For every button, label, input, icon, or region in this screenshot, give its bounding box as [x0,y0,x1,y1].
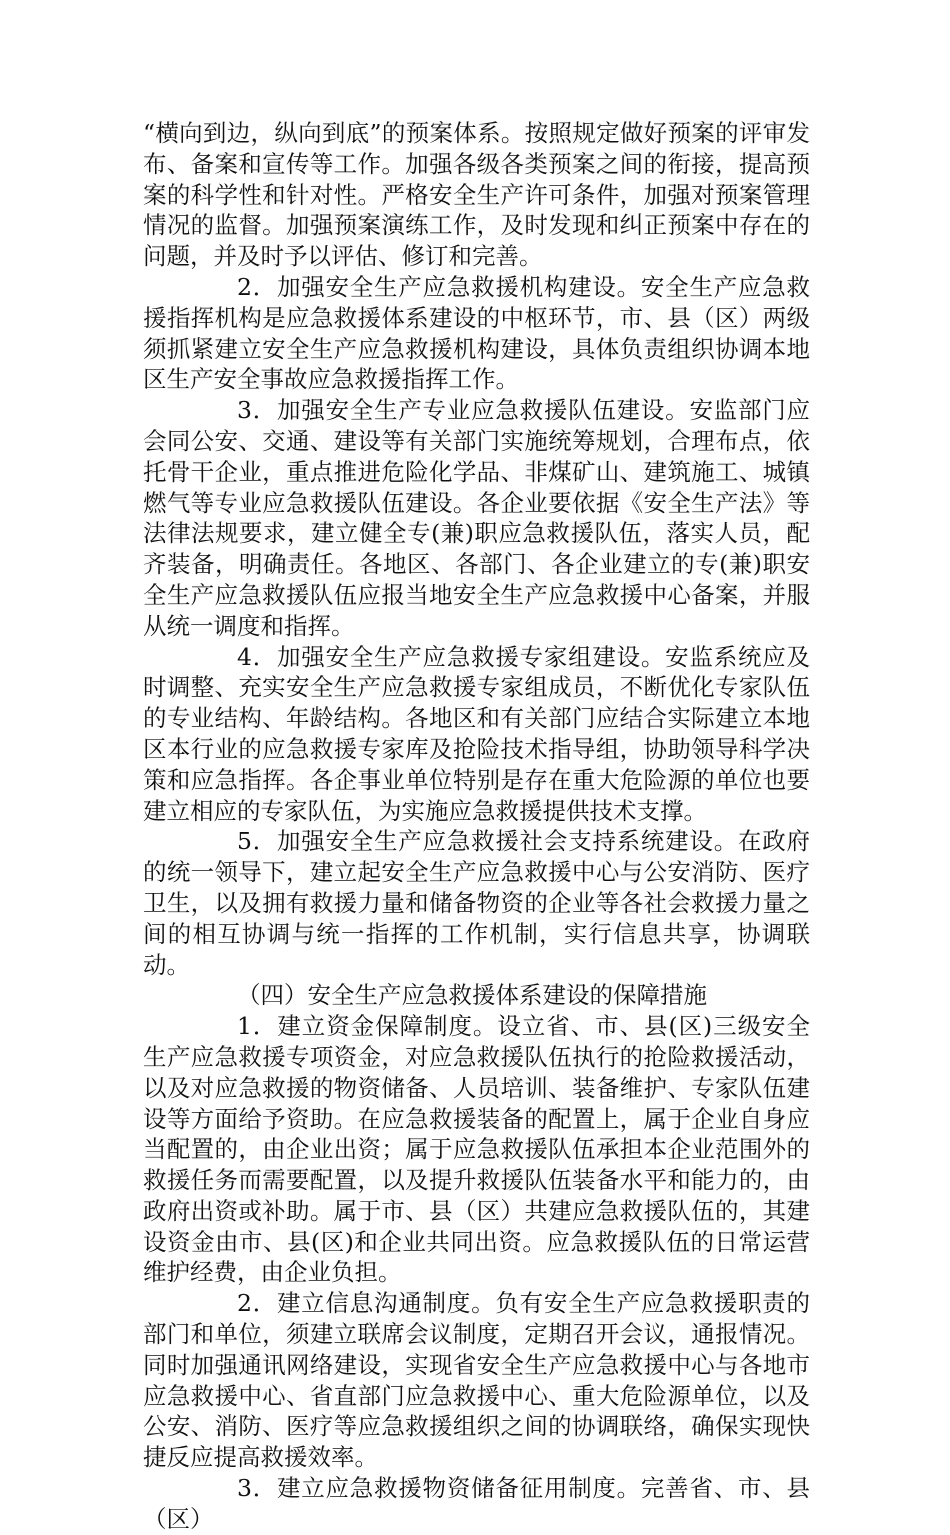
paragraph-item-2-agency: 2．加强安全生产应急救援机构建设。安全生产应急救援指挥机构是应急救援体系建设的中枢环节，市、县（区）两级须抓紧建立安全生产应急救援机构建设，具体负责组织协调本地区生产安全事故应急救援指挥工作。 [143,272,810,394]
paragraph-preface-continuation: “横向到边，纵向到底”的预案体系。按照规定做好预案的评审发布、备案和宣传等工作。加强各级各类预案之间的衔接，提高预案的科学性和针对性。严格安全生产许可条件，加强对预案管理情况的监督。加强预案演练工作，及时发现和纠正预案中存在的问题，并及时予以评估、修订和完善。 [143,119,810,271]
paragraph-item-4-experts: 4．加强安全生产应急救援专家组建设。安监系统应及时调整、充实安全生产应急救援专家组成员，不断优化专家队伍的专业结构、年龄结构。各地区和有关部门应结合实际建立本地区本行业的应急救援专家库及抢险技术指导组，协助领导科学决策和应急指挥。各企事业单位特别是存在重大危险源的单位也要建立相应的专家队伍，为实施应急救援提供技术支撑。 [143,642,810,825]
paragraph-item-5-social-support: 5．加强安全生产应急救援社会支持系统建设。在政府的统一领导下，建立起安全生产应急救援中心与公安消防、医疗卫生，以及拥有救援力量和储备物资的企业等各社会救援力量之间的相互协调与统一指挥的工作机制，实行信息共享，协调联动。 [143,827,810,979]
paragraph-item-3-teams: 3．加强安全生产专业应急救援队伍建设。安监部门应会同公安、交通、建设等有关部门实施统筹规划，合理布点，依托骨干企业，重点推进危险化学品、非煤矿山、建筑施工、城镇燃气等专业应急救援队伍建设。各企业要依据《安全生产法》等法律法规要求，建立健全专(兼)职应急救援队伍，落实人员，配齐装备，明确责任。各地区、各部门、各企业建立的专(兼)职安全生产应急救援队伍应报当地安全生产应急救援中心备案，并服从统一调度和指挥。 [143,396,810,640]
document-page [143,118,810,1535]
paragraph-safeguard-2-communication: 2．建立信息沟通制度。负有安全生产应急救援职责的部门和单位，须建立联席会议制度，定期召开会议，通报情况。同时加强通讯网络建设，实现省安全生产应急救援中心与各地市应急救援中心、省直部门应急救援中心、重大危险源单位，以及公安、消防、医疗等应急救援组织之间的协调联络，确保实现快捷反应提高救援效率。 [143,1289,810,1472]
paragraph-safeguard-3-materials: 3．建立应急救援物资储备征用制度。完善省、市、县（区） [143,1474,810,1533]
section-heading-safeguards: （四）安全生产应急救援体系建设的保障措施 [237,981,707,1010]
paragraph-safeguard-1-funding: 1．建立资金保障制度。设立省、市、县(区)三级安全生产应急救援专项资金，对应急救援队伍执行的抢险救援活动，以及对应急救援的物资储备、人员培训、装备维护、专家队伍建设等方面给予资助。在应急救援装备的配置上，属于企业自身应当配置的，由企业出资；属于应急救援队伍承担本企业范围外的救援任务而需要配置，以及提升救援队伍装备水平和能力的，由政府出资或补助。属于市、县（区）共建应急救援队伍的，其建设资金由市、县(区)和企业共同出资。应急救援队伍的日常运营维护经费，由企业负担。 [143,1012,810,1287]
